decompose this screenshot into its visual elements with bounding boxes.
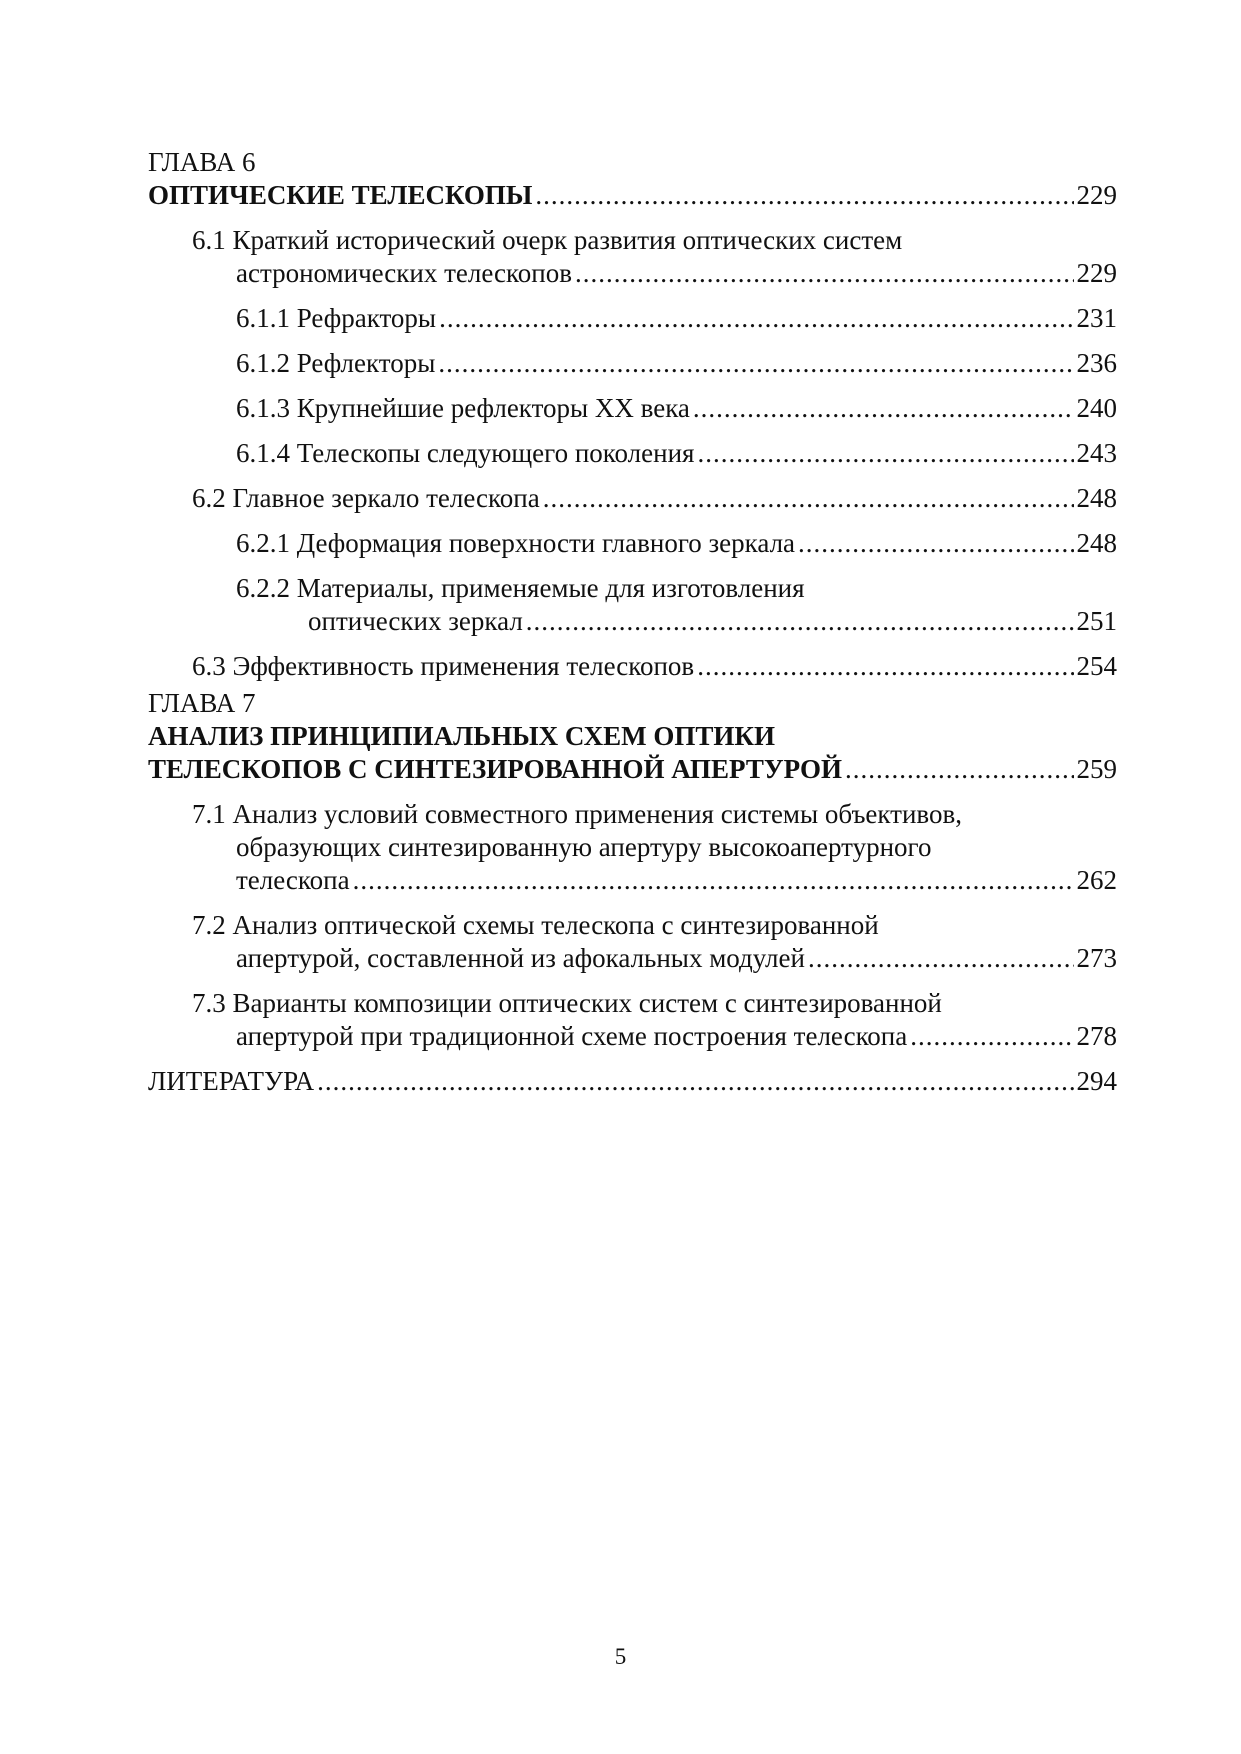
toc-entry-7-3-line1: 7.3 Варианты композиции оптических систем с синтезированной: [192, 988, 942, 1018]
dot-leader: [910, 1020, 1073, 1053]
table-of-contents: [148, 146, 1117, 1098]
toc-literature-text: ЛИТЕРАТУРА: [148, 1066, 315, 1096]
toc-entry-6-2-1: [236, 527, 1117, 560]
toc-entry-7-3: [192, 987, 1117, 1053]
toc-entry-7-2-text: апертурой, составленной из афокальных модулей: [236, 943, 805, 973]
toc-entry-6-1-4: [236, 437, 1117, 470]
toc-entry-6-2-2: [236, 572, 1117, 638]
chapter-7-title-line2: ТЕЛЕСКОПОВ С СИНТЕЗИРОВАННОЙ АПЕРТУРОЙ: [148, 754, 843, 784]
toc-entry-6-1-1: [236, 302, 1117, 335]
toc-entry-7-2-line2: [236, 942, 1117, 975]
dot-leader: [543, 482, 1074, 515]
toc-entry-6-2-page: 248: [1076, 483, 1117, 513]
toc-entry-6-1-line2: [236, 257, 1117, 290]
toc-entry-7-1-text: телескопа: [236, 865, 350, 895]
chapter-6-label: ГЛАВА 6: [148, 147, 256, 177]
toc-entry-6-1-page: 229: [1076, 258, 1117, 288]
toc-entry-6-1-2: [236, 347, 1117, 380]
chapter-6-title: ОПТИЧЕСКИЕ ТЕЛЕСКОПЫ: [148, 180, 533, 210]
chapter-7-label: ГЛАВА 7: [148, 688, 256, 718]
dot-leader: [798, 527, 1073, 560]
toc-entry-7-2: [192, 909, 1117, 975]
page-number: 5: [614, 1644, 627, 1669]
toc-entry-6-1-3-page: 240: [1076, 393, 1117, 423]
chapter-6-page: 229: [1076, 180, 1117, 210]
dot-leader: [693, 392, 1074, 425]
toc-entry-6-1-2-page: 236: [1076, 348, 1117, 378]
chapter-6-title-line: [148, 179, 1117, 212]
chapter-7-title-line: [148, 753, 1117, 786]
toc-entry-7-3-text: апертурой при традиционной схеме построения телескопа: [236, 1021, 908, 1051]
toc-entry-6-1-4-page: 243: [1076, 438, 1117, 468]
toc-entry-6-1: [192, 224, 1117, 290]
toc-entry-7-1-line1: 7.1 Анализ условий совместного применения системы объективов,: [192, 799, 962, 829]
dot-leader: [438, 347, 1073, 380]
dot-leader: [353, 864, 1074, 897]
toc-entry-7-1-line2: образующих синтезированную апертуру высокоапертурного: [236, 832, 932, 862]
toc-literature: [148, 1065, 1117, 1098]
toc-entry-7-2-page: 273: [1076, 943, 1117, 973]
toc-entry-6-2-text: 6.2 Главное зеркало телескопа: [192, 483, 540, 513]
toc-entry-6-1-text: астрономических телескопов: [236, 258, 572, 288]
toc-entry-6-1-2-text: 6.1.2 Рефлекторы: [236, 348, 436, 378]
dot-leader: [317, 1065, 1073, 1098]
toc-entry-6-1-4-text: 6.1.4 Телескопы следующего поколения: [236, 438, 695, 468]
dot-leader: [697, 650, 1073, 683]
dot-leader: [535, 179, 1073, 212]
dot-leader: [575, 257, 1074, 290]
toc-entry-7-1-page: 262: [1076, 865, 1117, 895]
chapter-7-page: 259: [1076, 754, 1117, 784]
toc-entry-6-2-2-page: 251: [1076, 606, 1117, 636]
dot-leader: [845, 753, 1073, 786]
toc-entry-7-1-line3: [236, 864, 1117, 897]
toc-entry-7-3-line2: [236, 1020, 1117, 1053]
toc-entry-6-1-1-page: 231: [1076, 303, 1117, 333]
toc-entry-6-2: [192, 482, 1117, 515]
dot-leader: [439, 302, 1073, 335]
toc-entry-6-2-2-line2: [308, 605, 1117, 638]
toc-entry-7-2-line1: 7.2 Анализ оптической схемы телескопа с синтезированной: [192, 910, 879, 940]
toc-entry-7-3-page: 278: [1076, 1021, 1117, 1051]
toc-entry-6-3-page: 254: [1076, 651, 1117, 681]
toc-entry-6-1-3-text: 6.1.3 Крупнейшие рефлекторы XX века: [236, 393, 690, 423]
toc-literature-page: 294: [1076, 1066, 1117, 1096]
toc-entry-6-2-2-text: оптических зеркал: [308, 606, 523, 636]
dot-leader: [697, 437, 1073, 470]
dot-leader: [808, 942, 1074, 975]
toc-entry-6-2-1-text: 6.2.1 Деформация поверхности главного зеркала: [236, 528, 796, 558]
chapter-7-title-line1: АНАЛИЗ ПРИНЦИПИАЛЬНЫХ СХЕМ ОПТИКИ: [148, 721, 775, 751]
toc-entry-7-1: [192, 798, 1117, 897]
dot-leader: [526, 605, 1074, 638]
toc-entry-6-1-3: [236, 392, 1117, 425]
toc-entry-6-1-1-text: 6.1.1 Рефракторы: [236, 303, 437, 333]
toc-entry-6-2-1-page: 248: [1076, 528, 1117, 558]
toc-entry-6-3-text: 6.3 Эффективность применения телескопов: [192, 651, 695, 681]
toc-entry-6-3: [192, 650, 1117, 683]
toc-entry-6-1-line1: 6.1 Краткий исторический очерк развития оптических систем: [192, 225, 903, 255]
toc-entry-6-2-2-line1: 6.2.2 Материалы, применяемые для изготовления: [236, 573, 805, 603]
